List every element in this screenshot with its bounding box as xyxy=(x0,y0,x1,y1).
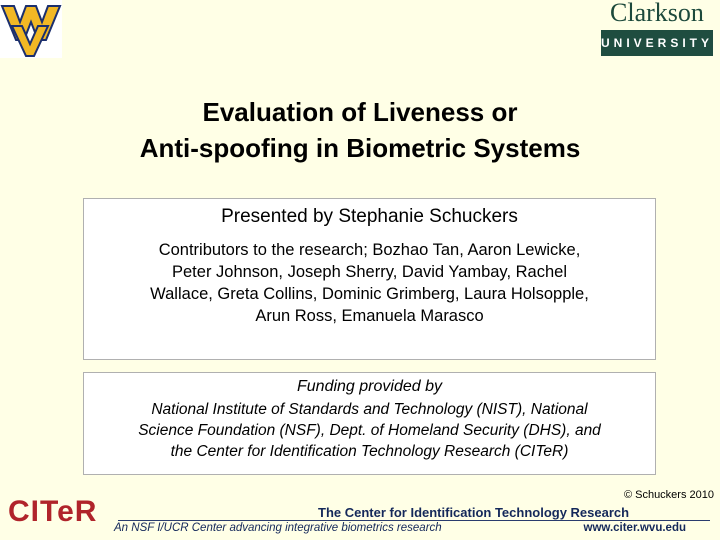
clarkson-logo-name: Clarkson xyxy=(610,0,704,27)
contributors-line-3: Wallace, Greta Collins, Dominic Grimberg, Laura Holsopple, xyxy=(150,285,589,303)
center-name: The Center for Identification Technology Research xyxy=(318,505,630,520)
copyright-text: © Schuckers 2010 xyxy=(623,489,714,501)
contributors-line-2: Peter Johnson, Joseph Sherry, David Yambay, Rachel xyxy=(172,263,567,281)
contributors-line-4: Arun Ross, Emanuela Marasco xyxy=(255,307,484,325)
contributors-text xyxy=(94,239,645,327)
footer-url[interactable]: www.citer.wvu.edu xyxy=(583,522,686,534)
funding-box xyxy=(83,372,656,475)
presenter-text: Presented by Stephanie Schuckers xyxy=(221,206,518,227)
footer-tagline: An NSF I/UCR Center advancing integrative biometrics research xyxy=(114,522,442,534)
funding-heading: Funding provided by xyxy=(297,378,442,395)
slide-title-line-2: Anti-spoofing in Biometric Systems xyxy=(139,133,581,163)
slide-title xyxy=(0,94,720,166)
funding-line-1: National Institute of Standards and Technology (NIST), National xyxy=(151,401,588,418)
clarkson-logo xyxy=(598,0,716,60)
citer-logo: CITeR xyxy=(8,495,98,528)
contributors-line-1: Contributors to the research; Bozhao Tan, Aaron Lewicke, xyxy=(158,241,581,259)
slide-title-line-1: Evaluation of Liveness or xyxy=(202,97,518,127)
funding-text xyxy=(90,399,649,462)
wvu-logo-icon xyxy=(0,0,62,58)
funding-line-3: the Center for Identification Technology Research (CITeR) xyxy=(170,443,569,460)
footer-divider xyxy=(118,520,710,521)
presenter-box xyxy=(83,198,656,360)
clarkson-logo-subtitle: UNIVERSITY xyxy=(601,30,713,56)
funding-line-2: Science Foundation (NSF), Dept. of Homeland Security (DHS), and xyxy=(138,422,601,439)
